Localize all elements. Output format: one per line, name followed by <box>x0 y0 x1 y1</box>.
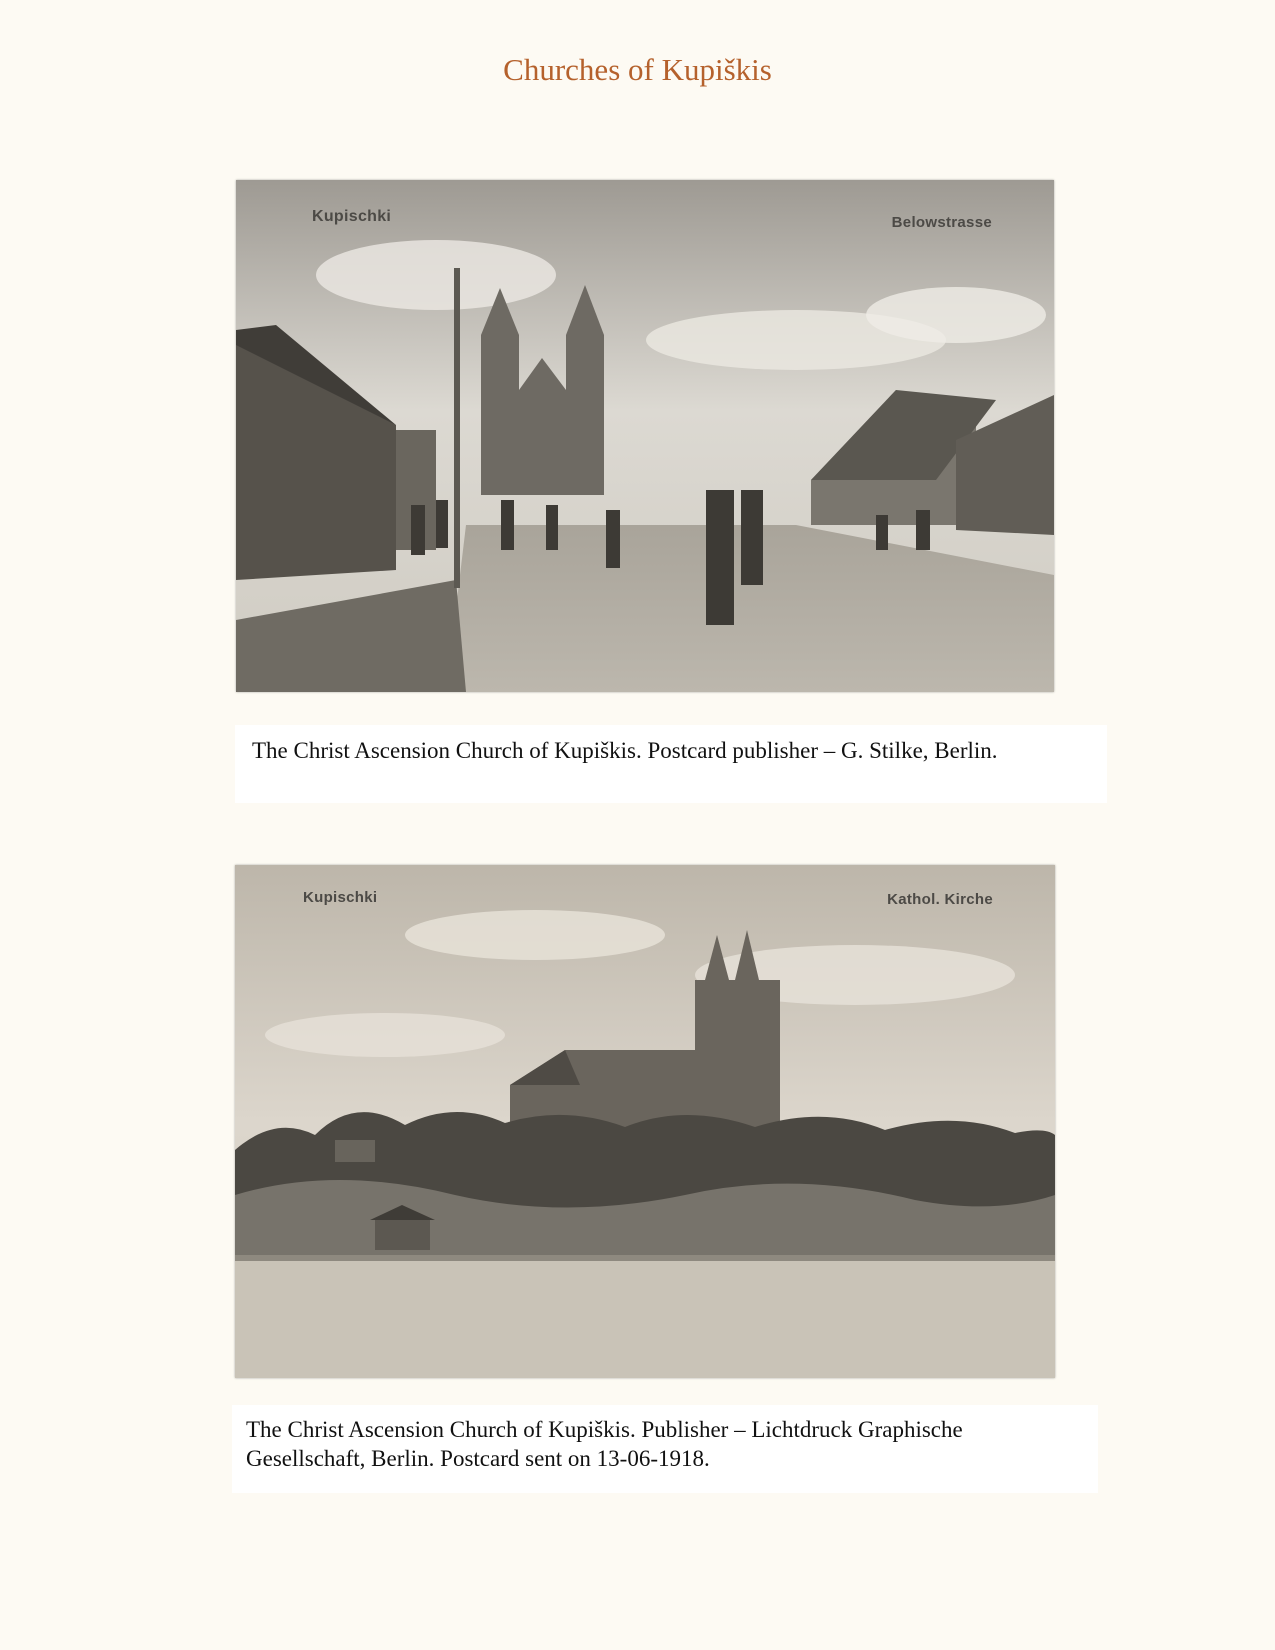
postcard-caption: The Christ Ascension Church of Kupiškis. Postcard publisher – G. Stilke, Berlin. <box>252 738 998 763</box>
postcard-image-street <box>236 180 1054 692</box>
postcard-caption: The Christ Ascension Church of Kupiškis. Publisher – Lichtdruck Graphische Gesellschaft, Berlin. Postcard sent on 13-06-1918. <box>246 1417 963 1471</box>
postcard-label-church: Kathol. Kirche <box>887 891 993 908</box>
street-scene-illustration <box>236 180 1054 692</box>
church-hill-illustration <box>235 865 1055 1378</box>
page-title: Churches of Kupiškis <box>503 52 772 87</box>
caption-box <box>232 1405 1098 1493</box>
caption-box <box>235 725 1107 803</box>
postcard-image-church <box>235 865 1055 1378</box>
postcard-label-town: Kupischki <box>303 889 378 906</box>
postcard-label-street: Belowstrasse <box>891 214 992 231</box>
postcard-label-town: Kupischki <box>312 208 392 225</box>
